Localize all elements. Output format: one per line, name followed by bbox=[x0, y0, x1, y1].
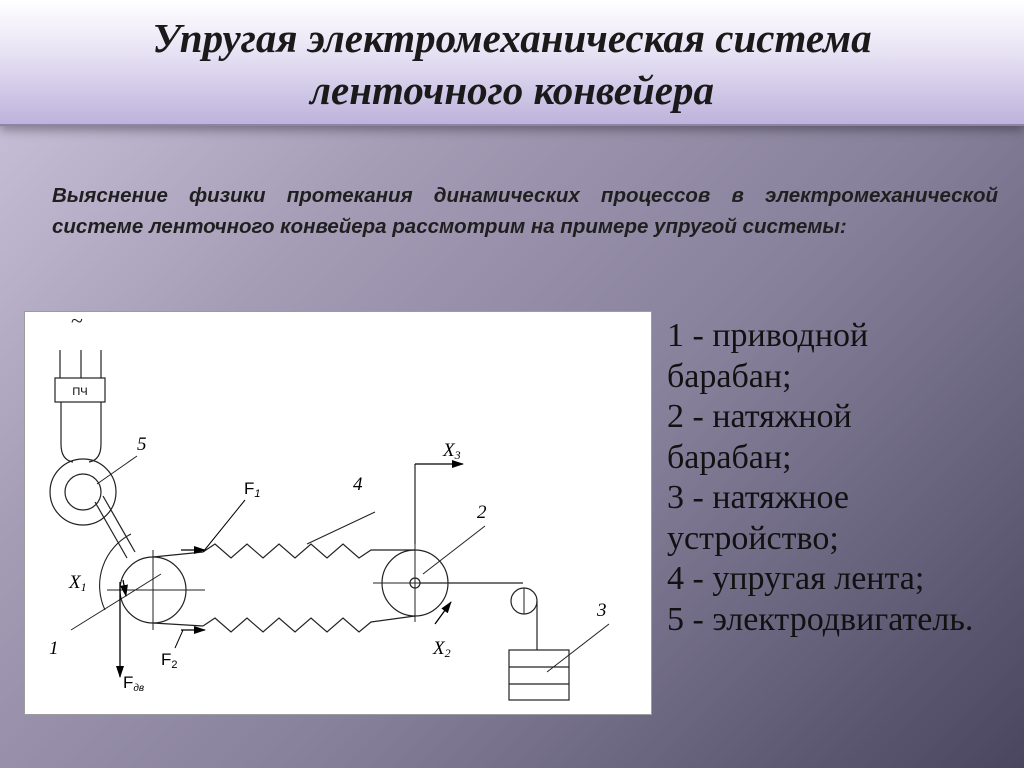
legend-item-2: 2 - натяжной барабан; bbox=[667, 398, 852, 476]
motor-outer-circle bbox=[50, 459, 116, 525]
motor-cable-left bbox=[61, 402, 73, 462]
conveyor-diagram bbox=[24, 311, 652, 715]
label-f1: F1 bbox=[244, 479, 261, 500]
legend-item-4: 4 - упругая лента; bbox=[667, 560, 925, 597]
upper-belt-left bbox=[153, 552, 203, 557]
label-x1: X1 bbox=[69, 572, 87, 594]
f2-leader bbox=[175, 630, 183, 648]
leader-2 bbox=[423, 526, 485, 574]
lower-belt-spring bbox=[203, 616, 415, 632]
label-fdv: Fдв bbox=[123, 673, 145, 694]
label-2: 2 bbox=[477, 502, 487, 523]
label-3: 3 bbox=[597, 600, 607, 621]
label-5: 5 bbox=[137, 434, 147, 455]
leader-4 bbox=[307, 512, 375, 544]
legend-list bbox=[667, 316, 1019, 640]
legend-item-5: 5 - электродвигатель. bbox=[667, 600, 974, 638]
x1-arc bbox=[100, 534, 131, 610]
label-4: 4 bbox=[353, 474, 363, 495]
title-bar bbox=[0, 0, 1024, 126]
f1-leader bbox=[203, 500, 245, 552]
legend-item-3: 3 - натяжное устройство; bbox=[667, 479, 849, 557]
x2-arrow bbox=[435, 602, 451, 624]
motor-cable-right bbox=[89, 402, 101, 462]
slide-title bbox=[40, 12, 984, 116]
tension-weight bbox=[509, 650, 569, 700]
label-f2: F2 bbox=[161, 650, 178, 671]
x1-arrow bbox=[123, 580, 126, 596]
slide-title-line-1: Упругая электромеханическая система bbox=[152, 15, 872, 61]
legend-item-1: 1 - приводной барабан; bbox=[667, 317, 869, 395]
label-x3: X3 bbox=[443, 440, 461, 462]
ac-symbol: ~ bbox=[71, 312, 83, 333]
leader-5 bbox=[97, 456, 137, 484]
converter-label: ПЧ bbox=[72, 386, 88, 398]
motor-inner-circle bbox=[65, 474, 101, 510]
label-1: 1 bbox=[49, 638, 59, 659]
intro-paragraph: Выяснение физики протекания динамических процессов в электромеханической системе ленточного конвейера рассмотрим на примере упругой системы: bbox=[52, 184, 998, 238]
leader-3 bbox=[547, 624, 609, 672]
label-x2: X2 bbox=[433, 638, 451, 660]
slide-title-line-2: ленточного конвейера bbox=[310, 67, 714, 113]
upper-belt-spring bbox=[203, 544, 415, 558]
conveyor-schematic bbox=[25, 312, 651, 714]
lower-belt-left bbox=[153, 623, 203, 626]
